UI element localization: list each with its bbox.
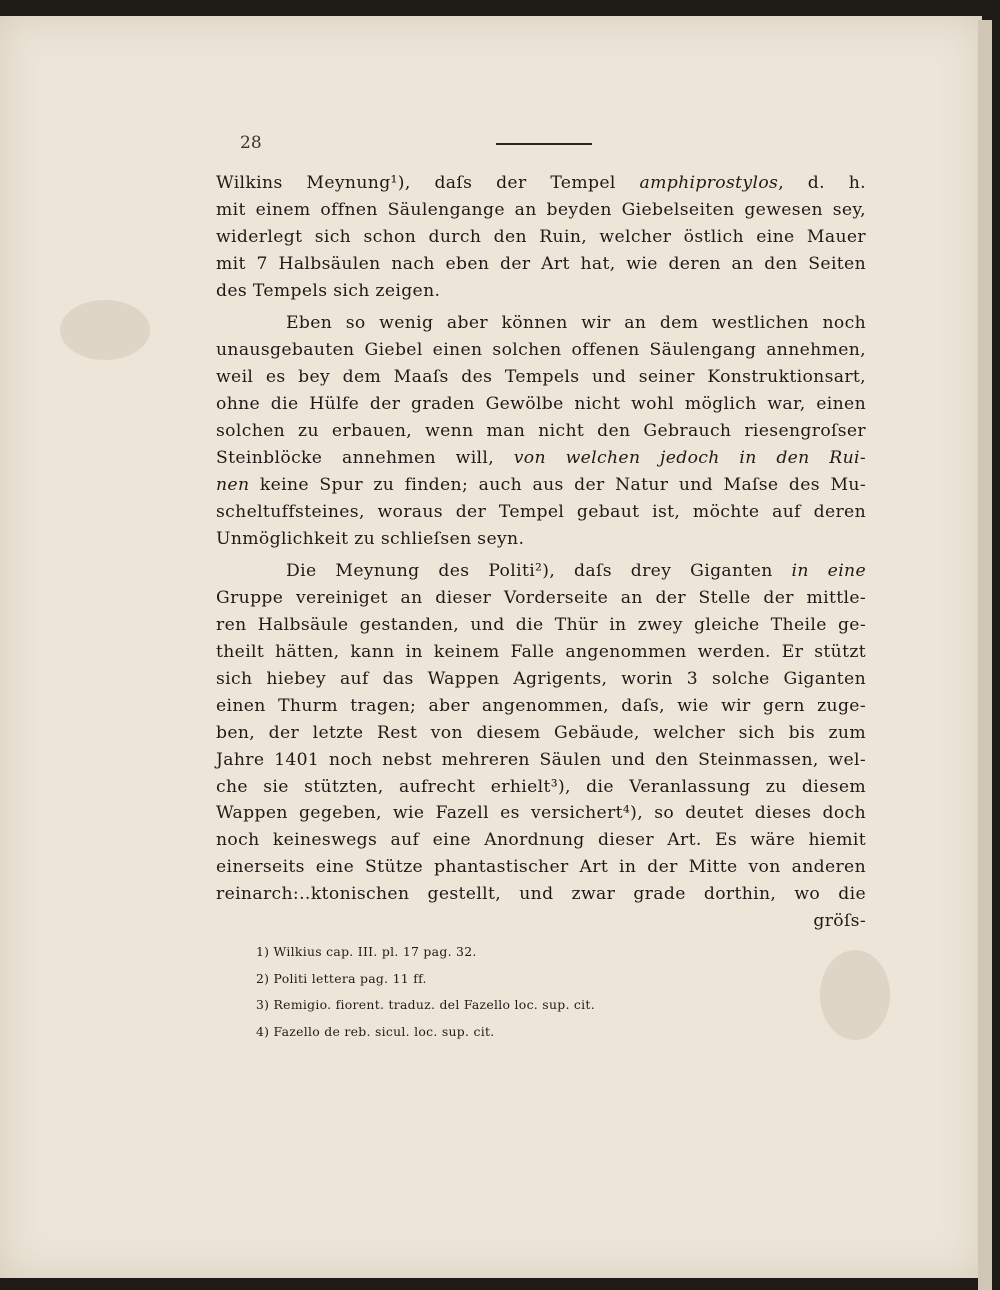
body-text	[216, 170, 866, 935]
text-line: ohne die Hülfe der graden Gewölbe nicht wohl möglich war, einen	[216, 394, 866, 415]
page-header	[240, 133, 600, 153]
text-line: einen Thurm tragen; aber angenommen, daſs, wie wir gern zuge-	[216, 695, 866, 716]
text-line: Wappen gegeben, wie Fazell es versichert⁴), so deutet dieses doch	[216, 803, 866, 824]
text-line: des Tempels sich zeigen.	[216, 280, 441, 301]
text-line: mit 7 Halbsäulen nach eben der Art hat, wie deren an den Seiten	[216, 253, 866, 274]
text-line: reinarch:‥ktonischen gestellt, und zwar grade dorthin, wo die	[216, 884, 866, 905]
text-line: weil es bey dem Maaſs des Tempels und seiner Konstruktionsart,	[216, 367, 866, 388]
page-edge	[978, 20, 992, 1290]
text-line: Gruppe vereiniget an dieser Vorderseite an der Stelle der mittle-	[216, 588, 866, 609]
text-line: theilt hätten, kann in keinem Falle angenommen werden. Er stützt	[216, 642, 866, 663]
text-line: nen keine Spur zu finden; auch aus der Natur und Maſse des Mu-	[216, 474, 866, 495]
text-line: Unmöglichkeit zu schlieſsen seyn.	[216, 528, 525, 549]
paper-stain	[820, 950, 890, 1040]
text-line: Wilkins Meynung¹), daſs der Tempel amphiprostylos, d. h.	[216, 173, 866, 193]
header-rule	[496, 143, 592, 145]
text-line: einerseits eine Stütze phantastischer Art in der Mitte von anderen	[216, 857, 866, 878]
text-line: widerlegt sich schon durch den Ruin, welcher östlich eine Mauer	[216, 226, 866, 247]
text-line: mit einem offnen Säulengange an beyden Giebelseiten gewesen sey,	[216, 199, 866, 220]
footnote: 1) Wilkius cap. III. pl. 17 pag. 32.	[256, 944, 477, 959]
text-line: ben, der letzte Rest von diesem Gebäude, welcher sich bis zum	[216, 722, 866, 743]
text-line: ren Halbsäule gestanden, und die Thür in zwey gleiche Theile ge-	[216, 615, 866, 636]
footnote: 2) Politi lettera pag. 11 ff.	[256, 970, 427, 986]
text-line: Eben so wenig aber können wir an dem westlichen noch	[286, 313, 866, 334]
text-line: solchen zu erbauen, wenn man nicht den Gebrauch riesengroſser	[216, 421, 866, 442]
footnotes	[256, 939, 716, 1046]
text-line: Die Meynung des Politi²), daſs drey Giganten in eine	[286, 561, 866, 582]
text-line: noch keineswegs auf eine Anordnung dieser Art. Es wäre hiemit	[216, 830, 866, 851]
text-line: sich hiebey auf das Wappen Agrigents, worin 3 solche Giganten	[216, 669, 866, 690]
footnote: 4) Fazello de reb. sicul. loc. sup. cit.	[256, 1024, 495, 1040]
text-line: Jahre 1401 noch nebst mehreren Säulen und den Steinmassen, wel-	[216, 749, 866, 770]
page-number: 28	[240, 133, 262, 153]
text-line: scheltuffsteines, woraus der Tempel gebaut ist, möchte auf deren	[216, 501, 866, 522]
catchword: gröſs-	[813, 911, 866, 932]
footnote: 3) Remigio. fiorent. traduz. del Fazello loc. sup. cit.	[256, 997, 595, 1013]
paper-stain	[60, 300, 150, 360]
text-line: Steinblöcke annehmen will, von welchen jedoch in den Rui-	[216, 447, 866, 468]
text-line: unausgebauten Giebel einen solchen offenen Säulengang annehmen,	[216, 340, 866, 361]
text-line: che sie stützten, aufrecht erhielt³), die Veranlassung zu diesem	[216, 776, 866, 797]
